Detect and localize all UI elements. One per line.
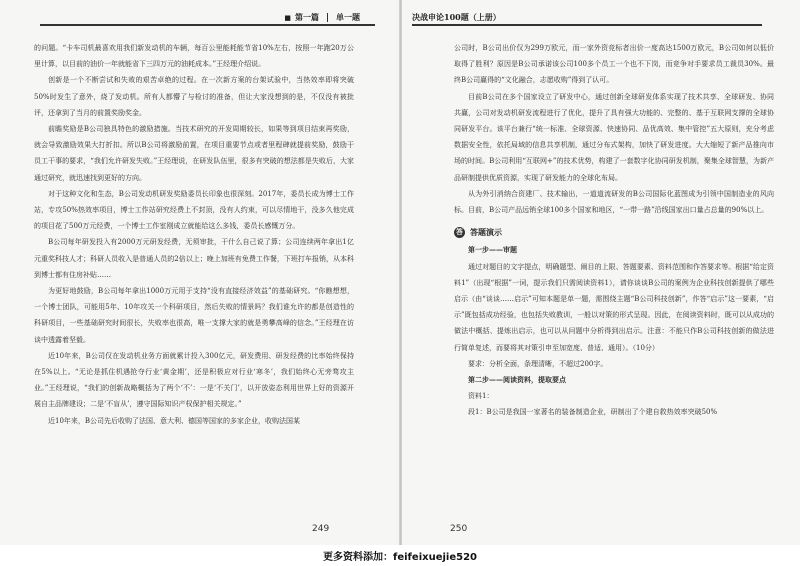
paragraph: 对于这种文化和生态，B公司发动机研发奖励委员长印象也很深刻。2017年，委员长成为博士工作站，专攻50%热效率项目，博士工作站研究经费上不封顶，没有人约束，可以尽情地干，没多久他完成的项目花了500万元经费，一个博士工作室刚成立就能给这么多钱，委员长感慨万分。	[34, 189, 354, 231]
paragraph: 前瞻奖励是B公司独具特色的激励措施。当技术研究的开发周期较长，如果等到项目结束再奖励，就会导致激励效果大打折扣。所以B公司将激励前置，在项目重要节点或者里程碑就提前奖励，鼓励干员工干事的要求，“我们允许研发失败。”王经理说，在研发队伍里，很多有突破的想法都是失败后，大家通过研究，就迅速找到更好的方向。	[34, 125, 354, 182]
paragraph: 的问题。“卡车司机最喜欢用我们新发动机的车辆，每百公里能耗能节省10%左右，按照一年跑20万公里计算，以目前的油价一年就能省下三四万元的油耗成本。”王经理介绍说。	[34, 44, 354, 69]
page-number-right: 250	[450, 524, 468, 534]
header-divider	[327, 13, 328, 22]
header-unit: 单一题	[336, 11, 360, 22]
left-body-text	[34, 40, 354, 429]
right-body-text	[454, 40, 774, 421]
header-rule-right	[412, 24, 762, 26]
answer-badge-icon: 答	[456, 227, 463, 236]
paragraph: 要求：分析全面，条理清晰，不超过200字。	[468, 359, 608, 368]
header-book-title: 决战申论100题（上册）	[412, 11, 501, 22]
step2-title: 第二步——阅读资料，提取要点	[468, 375, 566, 385]
footer-banner	[0, 545, 800, 566]
paragraph: 公司时，B公司出价仅为299万欧元，而一家外资竞标者出价一度高达1500万欧元，B公司如何以低价取得了胜利？原因是B公司承诺该公司100多个员工一个也不下岗，而竞争对手要求员工裁员30%。最终B公司赢得的“文化融合，志愿收购”得到了认可。	[454, 44, 774, 85]
paragraph: 目前B公司在多个国家设立了研发中心，通过创新全球研发体系实现了技术共享、全球研发、协同共赢，公司对发动机研发流程进行了优化，提升了具有强大功能的、完整的、基于互联网支撑的全球协同研发平台。该平台兼行“统一标准、全球资源、快速协同、品优高效、集中管控”五大原则，充分考虑数据安全性，依托局域的信息共享机制，通过分布式架构，加快了研发进度。大大缩短了新产品推向市场的时间。B公司利用“互联网+”的技术优势，构建了一套数字化协同研发机制，聚集全球智慧，为新产品研制提供优质资源，实现了研发能力的全球化布局。	[454, 92, 774, 182]
paragraph: 从为外引消纳合资建厂、技术输出，一道道流研发的B公司国际化蓝图成为引领中国制造业的风向标。目前，B公司产品远销全球100多个国家和地区，“一带一路”沿线国家出口量占总量的90%以上。	[454, 189, 774, 215]
answer-heading-text: 答题演示	[470, 227, 502, 238]
page-number-left: 249	[312, 524, 330, 534]
header-part: 第一篇	[295, 11, 319, 22]
paragraph: B公司每年研发投入有2000万元研发经费，无须审批，干什么自己说了算；公司连续两年拿出1亿元重奖科技人才；科研人员收入是普通人员的2倍以上；晚上加班有免费工作餐，下班打车报销，从本科到博士都有住房补贴……	[34, 238, 354, 279]
paragraph: 通过对题目的文字提点，明确题型、阐目的上限、答题要素、资料范围和作答要求等。根据“给定资料1”（出现“根据”一词，提示我们只需阅读资料1），请你谈谈B公司的案例为企业科技创新提供了哪些启示（由“谈谈……启示”可知本题是单一题，需围绕主题“B公司科技创新”，作答“启示”这一要素，“启示”既包括成功经验，也包括失败教训，一般以对策的形式呈现。因此，在阅读资料时，既可以从成功的做法中概括、提炼出启示，也可以从问题中分析得到出启示。注意：不能只作B公司科技创新的做法进行简单复述，而要将其对策引申至加宽度、普适、通用）。（10分）	[454, 262, 774, 352]
footer-text: 更多资料添加：feifeixuejie520	[323, 552, 477, 563]
paragraph: 近10年来，B公司仅在发动机业务方面就累计投入300亿元，研发费用、研发经费的比率始终保持在5%以上。“无论是抓住机遇抢夺行业‘黄金期’，还是积极应对行业‘寒冬’，我们始终心无旁骛攻主业。”王经理说，“我们的创新战略概括为了两个‘不’：一是‘不关门’，以开放姿态利用世界上好的资源开展自主品牌建设；二是‘不盲从’，遵守国际知识产权保护相关规定。”	[34, 351, 354, 409]
paragraph: 段1：B公司是我国一家著名的装备制造企业，研制出了个建自救热效率突破50%	[468, 408, 718, 417]
paragraph: 近10年来，B公司先后收购了法国、意大利、德国等国家的多家企业，收购法国某	[48, 416, 301, 425]
left-page	[0, 0, 399, 545]
paragraph: 资料1：	[468, 392, 494, 401]
step1-title: 第一步——审题	[468, 245, 517, 255]
right-page	[402, 0, 800, 545]
paragraph: 为更好地鼓励，B公司每年拿出1000万元用于支持“没有直接经济效益”的基础研究。“你瞧想想，一个博士团队，可能用5年、10年攻关一个科研项目，然后失败的情景吗？我们谁允许的都是创造性的科研项目，一些基础研究时间很长，失败率也很高，唯一支撑大家的就是勇攀高峰的信念。”王经理在访谈中透露着坚毅。	[34, 287, 354, 344]
header-rule-left	[40, 24, 375, 26]
answer-section-heading	[454, 224, 774, 240]
header-ornament-icon: ■	[284, 12, 291, 22]
paragraph: 创新是一个不断尝试和失败的艰苦卓绝的过程。在一次新方案的台架试验中，当热效率即将突破50%时发生了意外，烧了发动机。所有人都懵了与检讨的准备，但让大家没想到的是，不仅没有被批评，还拿到了当月的前置奖励奖金。	[34, 76, 354, 117]
